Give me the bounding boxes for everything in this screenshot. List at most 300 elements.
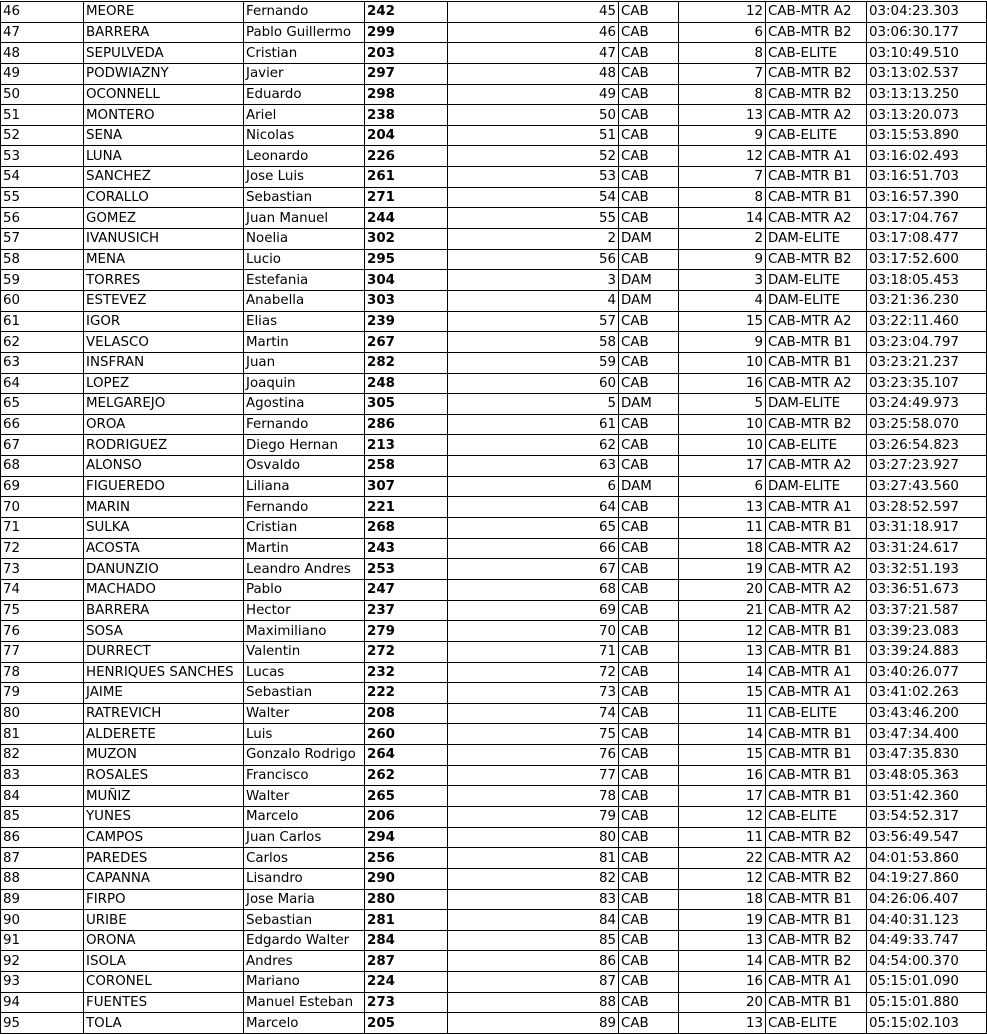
category-name-cell: CAB-MTR B2 [766,868,867,889]
category-position-cell: 15 [679,311,766,332]
finish-time-cell: 03:04:23.303 [867,2,987,23]
table-row [1,972,987,993]
last-name-cell: IVANUSICH [84,229,244,250]
table-row [1,311,987,332]
table-row [1,2,987,23]
finish-time-cell: 04:49:33.747 [867,930,987,951]
position-cell: 91 [1,930,84,951]
finish-time-cell: 05:15:01.090 [867,972,987,993]
last-name-cell: OROA [84,414,244,435]
last-name-cell: BARRERA [84,22,244,43]
first-name-cell: Gonzalo Rodrigo [244,745,365,766]
finish-time-cell: 03:22:11.460 [867,311,987,332]
table-row [1,538,987,559]
category-name-cell: CAB-MTR A2 [766,208,867,229]
last-name-cell: ROSALES [84,765,244,786]
first-name-cell: Walter [244,786,365,807]
category-position-cell: 15 [679,745,766,766]
last-name-cell: SEPULVEDA [84,43,244,64]
gender-cell: DAM [619,394,679,415]
first-name-cell: Fernando [244,2,365,23]
last-name-cell: INSFRAN [84,352,244,373]
last-name-cell: LUNA [84,146,244,167]
table-row [1,518,987,539]
first-name-cell: Carlos [244,848,365,869]
category-name-cell: CAB-MTR B1 [766,724,867,745]
gender-position-cell: 85 [448,930,619,951]
finish-time-cell: 03:16:02.493 [867,146,987,167]
last-name-cell: ORONA [84,930,244,951]
category-name-cell: CAB-MTR B2 [766,827,867,848]
first-name-cell: Luis [244,724,365,745]
bib-number-cell: 258 [365,456,448,477]
gender-cell: DAM [619,476,679,497]
gender-position-cell: 77 [448,765,619,786]
category-name-cell: CAB-MTR B1 [766,352,867,373]
finish-time-cell: 03:37:21.587 [867,600,987,621]
table-row [1,703,987,724]
last-name-cell: YUNES [84,806,244,827]
gender-cell: CAB [619,930,679,951]
bib-number-cell: 307 [365,476,448,497]
finish-time-cell: 03:31:24.617 [867,538,987,559]
gender-cell: CAB [619,373,679,394]
category-position-cell: 4 [679,290,766,311]
category-position-cell: 10 [679,435,766,456]
first-name-cell: Ariel [244,105,365,126]
bib-number-cell: 272 [365,641,448,662]
bib-number-cell: 221 [365,497,448,518]
category-name-cell: CAB-MTR A1 [766,972,867,993]
finish-time-cell: 03:54:52.317 [867,806,987,827]
table-row [1,435,987,456]
table-row [1,352,987,373]
category-position-cell: 22 [679,848,766,869]
gender-position-cell: 71 [448,641,619,662]
bib-number-cell: 239 [365,311,448,332]
position-cell: 88 [1,868,84,889]
last-name-cell: SOSA [84,621,244,642]
gender-cell: CAB [619,827,679,848]
category-name-cell: DAM-ELITE [766,290,867,311]
bib-number-cell: 267 [365,332,448,353]
position-cell: 62 [1,332,84,353]
table-row [1,187,987,208]
bib-number-cell: 260 [365,724,448,745]
finish-time-cell: 03:25:58.070 [867,414,987,435]
gender-cell: CAB [619,579,679,600]
position-cell: 86 [1,827,84,848]
last-name-cell: MARIN [84,497,244,518]
first-name-cell: Anabella [244,290,365,311]
finish-time-cell: 03:16:51.703 [867,167,987,188]
bib-number-cell: 256 [365,848,448,869]
category-name-cell: CAB-MTR B1 [766,641,867,662]
last-name-cell: MENA [84,249,244,270]
table-row [1,290,987,311]
bib-number-cell: 205 [365,1013,448,1034]
first-name-cell: Estefania [244,270,365,291]
first-name-cell: Juan [244,352,365,373]
gender-position-cell: 62 [448,435,619,456]
finish-time-cell: 03:36:51.673 [867,579,987,600]
category-name-cell: CAB-MTR B1 [766,786,867,807]
position-cell: 92 [1,951,84,972]
bib-number-cell: 265 [365,786,448,807]
first-name-cell: Juan Manuel [244,208,365,229]
category-name-cell: CAB-MTR A2 [766,559,867,580]
category-name-cell: CAB-MTR A1 [766,683,867,704]
gender-cell: CAB [619,621,679,642]
position-cell: 57 [1,229,84,250]
gender-position-cell: 79 [448,806,619,827]
bib-number-cell: 280 [365,889,448,910]
last-name-cell: PODWIAZNY [84,63,244,84]
table-row [1,373,987,394]
position-cell: 84 [1,786,84,807]
finish-time-cell: 04:40:31.123 [867,910,987,931]
first-name-cell: Hector [244,600,365,621]
table-row [1,270,987,291]
first-name-cell: Elias [244,311,365,332]
gender-cell: CAB [619,414,679,435]
gender-position-cell: 61 [448,414,619,435]
table-row [1,765,987,786]
category-position-cell: 13 [679,105,766,126]
position-cell: 51 [1,105,84,126]
gender-cell: CAB [619,456,679,477]
category-name-cell: CAB-MTR B2 [766,249,867,270]
last-name-cell: TORRES [84,270,244,291]
last-name-cell: DANUNZIO [84,559,244,580]
finish-time-cell: 03:47:35.830 [867,745,987,766]
gender-position-cell: 86 [448,951,619,972]
last-name-cell: URIBE [84,910,244,931]
first-name-cell: Sebastian [244,910,365,931]
category-position-cell: 12 [679,2,766,23]
finish-time-cell: 03:13:02.537 [867,63,987,84]
results-table [0,1,987,1034]
gender-cell: CAB [619,43,679,64]
last-name-cell: SANCHEZ [84,167,244,188]
gender-cell: CAB [619,806,679,827]
position-cell: 60 [1,290,84,311]
first-name-cell: Lisandro [244,868,365,889]
finish-time-cell: 03:26:54.823 [867,435,987,456]
table-row [1,476,987,497]
bib-number-cell: 248 [365,373,448,394]
position-cell: 82 [1,745,84,766]
category-name-cell: CAB-MTR B2 [766,414,867,435]
gender-cell: CAB [619,600,679,621]
position-cell: 80 [1,703,84,724]
bib-number-cell: 290 [365,868,448,889]
category-position-cell: 13 [679,497,766,518]
category-name-cell: CAB-MTR A2 [766,538,867,559]
gender-position-cell: 54 [448,187,619,208]
gender-cell: CAB [619,745,679,766]
gender-position-cell: 69 [448,600,619,621]
bib-number-cell: 294 [365,827,448,848]
gender-position-cell: 73 [448,683,619,704]
bib-number-cell: 284 [365,930,448,951]
gender-cell: CAB [619,951,679,972]
gender-position-cell: 76 [448,745,619,766]
table-row [1,43,987,64]
last-name-cell: HENRIQUES SANCHES [84,662,244,683]
last-name-cell: MEORE [84,2,244,23]
gender-position-cell: 5 [448,394,619,415]
gender-position-cell: 70 [448,621,619,642]
bib-number-cell: 204 [365,125,448,146]
bib-number-cell: 281 [365,910,448,931]
last-name-cell: MUÑIZ [84,786,244,807]
position-cell: 68 [1,456,84,477]
gender-position-cell: 83 [448,889,619,910]
bib-number-cell: 305 [365,394,448,415]
category-position-cell: 13 [679,1013,766,1034]
gender-cell: CAB [619,910,679,931]
bib-number-cell: 303 [365,290,448,311]
finish-time-cell: 03:23:35.107 [867,373,987,394]
gender-cell: CAB [619,848,679,869]
category-name-cell: CAB-MTR B1 [766,167,867,188]
finish-time-cell: 03:27:43.560 [867,476,987,497]
category-position-cell: 18 [679,538,766,559]
gender-cell: CAB [619,786,679,807]
last-name-cell: PAREDES [84,848,244,869]
table-row [1,930,987,951]
bib-number-cell: 232 [365,662,448,683]
table-row [1,683,987,704]
gender-position-cell: 80 [448,827,619,848]
gender-position-cell: 3 [448,270,619,291]
gender-cell: CAB [619,2,679,23]
position-cell: 90 [1,910,84,931]
position-cell: 69 [1,476,84,497]
gender-cell: CAB [619,167,679,188]
category-position-cell: 9 [679,249,766,270]
last-name-cell: MUZON [84,745,244,766]
finish-time-cell: 03:32:51.193 [867,559,987,580]
gender-position-cell: 75 [448,724,619,745]
last-name-cell: CORALLO [84,187,244,208]
table-row [1,125,987,146]
position-cell: 76 [1,621,84,642]
gender-position-cell: 52 [448,146,619,167]
position-cell: 70 [1,497,84,518]
category-name-cell: DAM-ELITE [766,394,867,415]
category-position-cell: 10 [679,414,766,435]
category-name-cell: CAB-MTR A1 [766,146,867,167]
position-cell: 79 [1,683,84,704]
category-name-cell: CAB-MTR B1 [766,889,867,910]
category-name-cell: CAB-ELITE [766,43,867,64]
last-name-cell: RODRIGUEZ [84,435,244,456]
table-row [1,579,987,600]
table-row [1,249,987,270]
category-position-cell: 18 [679,889,766,910]
position-cell: 47 [1,22,84,43]
gender-position-cell: 72 [448,662,619,683]
bib-number-cell: 203 [365,43,448,64]
first-name-cell: Lucas [244,662,365,683]
finish-time-cell: 03:24:49.973 [867,394,987,415]
bib-number-cell: 298 [365,84,448,105]
first-name-cell: Edgardo Walter [244,930,365,951]
first-name-cell: Maximiliano [244,621,365,642]
position-cell: 56 [1,208,84,229]
position-cell: 49 [1,63,84,84]
category-position-cell: 20 [679,992,766,1013]
table-row [1,63,987,84]
category-name-cell: CAB-MTR B1 [766,910,867,931]
category-name-cell: CAB-MTR A2 [766,579,867,600]
gender-cell: CAB [619,518,679,539]
bib-number-cell: 264 [365,745,448,766]
category-name-cell: CAB-MTR B2 [766,930,867,951]
finish-time-cell: 03:40:26.077 [867,662,987,683]
first-name-cell: Fernando [244,414,365,435]
first-name-cell: Cristian [244,518,365,539]
table-row [1,414,987,435]
last-name-cell: ISOLA [84,951,244,972]
gender-position-cell: 68 [448,579,619,600]
gender-position-cell: 60 [448,373,619,394]
category-position-cell: 16 [679,765,766,786]
gender-cell: CAB [619,332,679,353]
bib-number-cell: 238 [365,105,448,126]
bib-number-cell: 253 [365,559,448,580]
category-name-cell: CAB-ELITE [766,1013,867,1034]
gender-position-cell: 49 [448,84,619,105]
category-position-cell: 16 [679,972,766,993]
table-row [1,910,987,931]
category-name-cell: CAB-MTR B1 [766,765,867,786]
gender-cell: CAB [619,63,679,84]
last-name-cell: MELGAREJO [84,394,244,415]
finish-time-cell: 03:16:57.390 [867,187,987,208]
gender-position-cell: 6 [448,476,619,497]
last-name-cell: DURRECT [84,641,244,662]
position-cell: 54 [1,167,84,188]
table-row [1,600,987,621]
position-cell: 67 [1,435,84,456]
position-cell: 83 [1,765,84,786]
bib-number-cell: 243 [365,538,448,559]
table-row [1,208,987,229]
table-row [1,848,987,869]
position-cell: 58 [1,249,84,270]
last-name-cell: BARRERA [84,600,244,621]
finish-time-cell: 03:47:34.400 [867,724,987,745]
first-name-cell: Agostina [244,394,365,415]
category-position-cell: 14 [679,951,766,972]
finish-time-cell: 03:17:08.477 [867,229,987,250]
finish-time-cell: 03:41:02.263 [867,683,987,704]
table-row [1,105,987,126]
gender-position-cell: 56 [448,249,619,270]
last-name-cell: MACHADO [84,579,244,600]
gender-position-cell: 50 [448,105,619,126]
category-position-cell: 16 [679,373,766,394]
first-name-cell: Leonardo [244,146,365,167]
gender-position-cell: 45 [448,2,619,23]
finish-time-cell: 03:21:36.230 [867,290,987,311]
category-position-cell: 2 [679,229,766,250]
gender-cell: CAB [619,249,679,270]
position-cell: 65 [1,394,84,415]
table-row [1,1013,987,1034]
finish-time-cell: 03:13:13.250 [867,84,987,105]
position-cell: 85 [1,806,84,827]
gender-position-cell: 2 [448,229,619,250]
position-cell: 78 [1,662,84,683]
category-name-cell: CAB-MTR A2 [766,373,867,394]
category-name-cell: CAB-MTR A2 [766,848,867,869]
finish-time-cell: 03:28:52.597 [867,497,987,518]
position-cell: 64 [1,373,84,394]
category-name-cell: CAB-ELITE [766,435,867,456]
gender-cell: CAB [619,105,679,126]
bib-number-cell: 299 [365,22,448,43]
first-name-cell: Jose Luis [244,167,365,188]
first-name-cell: Martin [244,538,365,559]
category-name-cell: DAM-ELITE [766,270,867,291]
category-position-cell: 14 [679,724,766,745]
bib-number-cell: 282 [365,352,448,373]
position-cell: 73 [1,559,84,580]
bib-number-cell: 304 [365,270,448,291]
first-name-cell: Diego Hernan [244,435,365,456]
position-cell: 52 [1,125,84,146]
position-cell: 48 [1,43,84,64]
category-position-cell: 6 [679,476,766,497]
position-cell: 59 [1,270,84,291]
table-row [1,332,987,353]
position-cell: 63 [1,352,84,373]
bib-number-cell: 273 [365,992,448,1013]
gender-cell: CAB [619,311,679,332]
gender-position-cell: 67 [448,559,619,580]
category-name-cell: CAB-MTR A2 [766,105,867,126]
gender-cell: CAB [619,1013,679,1034]
finish-time-cell: 03:39:24.883 [867,641,987,662]
gender-position-cell: 46 [448,22,619,43]
bib-number-cell: 247 [365,579,448,600]
last-name-cell: FIGUEREDO [84,476,244,497]
category-position-cell: 17 [679,786,766,807]
gender-cell: CAB [619,125,679,146]
finish-time-cell: 03:56:49.547 [867,827,987,848]
category-position-cell: 5 [679,394,766,415]
last-name-cell: RATREVICH [84,703,244,724]
category-name-cell: CAB-MTR A2 [766,311,867,332]
gender-cell: CAB [619,683,679,704]
first-name-cell: Fernando [244,497,365,518]
gender-position-cell: 58 [448,332,619,353]
first-name-cell: Joaquin [244,373,365,394]
category-name-cell: CAB-MTR B1 [766,992,867,1013]
category-name-cell: CAB-MTR B1 [766,518,867,539]
gender-cell: CAB [619,497,679,518]
category-position-cell: 7 [679,63,766,84]
table-row [1,621,987,642]
last-name-cell: ALONSO [84,456,244,477]
category-name-cell: CAB-MTR B2 [766,63,867,84]
category-name-cell: CAB-MTR A2 [766,2,867,23]
position-cell: 77 [1,641,84,662]
